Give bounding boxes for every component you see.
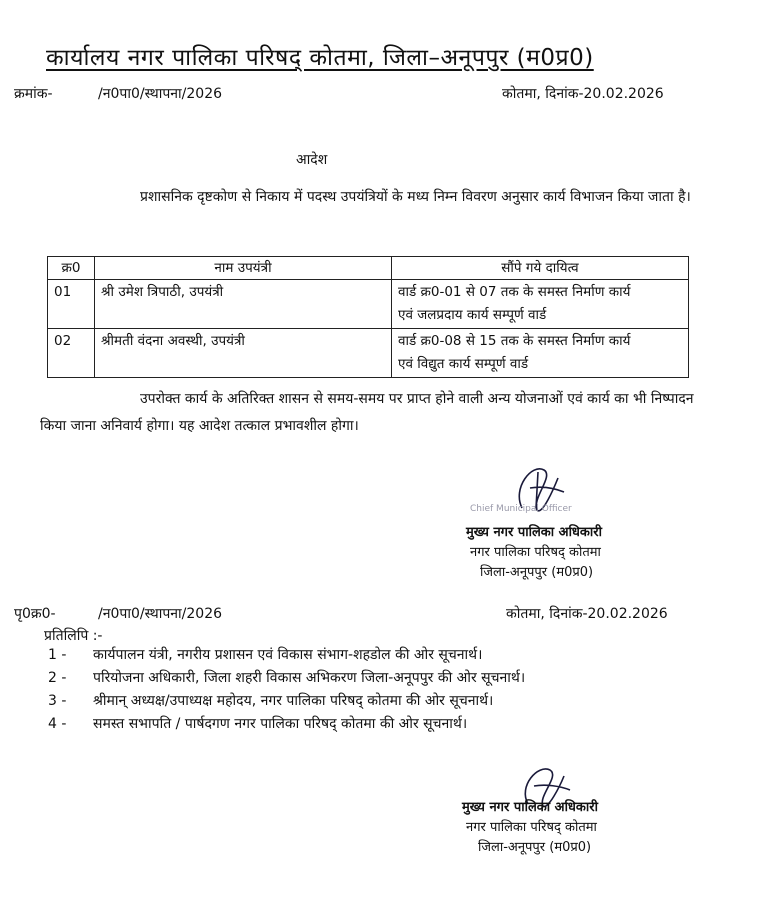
- endorsement-number: /न0पा0/स्थापना/2026: [98, 606, 223, 622]
- list-item: [48, 668, 525, 687]
- duty-line: एवं विद्युत कार्य सम्पूर्ण वार्ड: [398, 356, 529, 372]
- list-item: [48, 714, 467, 733]
- list-item: [48, 691, 493, 710]
- order-closing: [40, 386, 700, 440]
- header-name: नाम उपयंत्री: [95, 257, 392, 280]
- list-item-number: 3 -: [48, 693, 67, 709]
- signatory-designation: मुख्य नगर पालिका अधिकारी: [462, 800, 598, 815]
- signatory-office: नगर पालिका परिषद् कोतमा: [466, 820, 597, 835]
- order-intro: [40, 184, 700, 211]
- signatory-office: नगर पालिका परिषद् कोतमा: [470, 545, 601, 560]
- signatory-district: जिला-अनूपपुर (म0प्र0): [478, 840, 592, 855]
- row-serial: 02: [48, 329, 95, 378]
- order-title: आदेश: [296, 152, 328, 168]
- work-distribution-table: [47, 256, 689, 378]
- table-header-row: [48, 257, 689, 280]
- row-name: श्री उमेश त्रिपाठी, उपयंत्री: [95, 280, 392, 329]
- reference-label: क्रमांक-: [14, 86, 53, 102]
- table-row: [48, 280, 689, 329]
- header-duties: सौंपे गये दायित्व: [392, 257, 689, 280]
- signatory-designation: मुख्य नगर पालिका अधिकारी: [466, 525, 602, 540]
- official-stamp: Chief Municipal Officer: [470, 504, 572, 514]
- list-item-text: कार्यपालन यंत्री, नगरीय प्रशासन एवं विकास संभाग-शहडोल की ओर सूचनार्थ।: [93, 647, 483, 663]
- list-item-text: श्रीमान् अध्यक्ष/उपाध्यक्ष महोदय, नगर पालिका परिषद् कोतमा की ओर सूचनार्थ।: [93, 693, 494, 709]
- list-item-number: 1 -: [48, 647, 67, 663]
- endorsement-label: पृ0क्र0-: [14, 606, 56, 622]
- row-duties: [392, 329, 689, 378]
- place-date: कोतमा, दिनांक-20.02.2026: [502, 86, 664, 102]
- row-duties: [392, 280, 689, 329]
- list-item-number: 4 -: [48, 716, 67, 732]
- table-row: [48, 329, 689, 378]
- list-item-number: 2 -: [48, 670, 67, 686]
- header-serial: क्र0: [48, 257, 95, 280]
- row-serial: 01: [48, 280, 95, 329]
- signatory-district: जिला-अनूपपुर (म0प्र0): [480, 565, 594, 580]
- duty-line: वार्ड क्र0-01 से 07 तक के समस्त निर्माण कार्य: [398, 284, 631, 300]
- list-item-text: समस्त सभापति / पार्षदगण नगर पालिका परिषद् कोतमा की ओर सूचनार्थ।: [93, 716, 468, 732]
- office-heading: कार्यालय नगर पालिका परिषद् कोतमा, जिला–अनूपपुर (म0प्र0): [46, 45, 594, 71]
- list-item: [48, 645, 482, 664]
- order-intro-text: प्रशासनिक दृष्टकोण से निकाय में पदस्थ उपयंत्रियों के मध्य निम्न विवरण अनुसार कार्य विभाजन किया जाता है।: [140, 189, 691, 205]
- duty-line: एवं जलप्रदाय कार्य सम्पूर्ण वार्ड: [398, 307, 547, 323]
- reference-number: /न0पा0/स्थापना/2026: [98, 86, 223, 102]
- list-item-text: परियोजना अधिकारी, जिला शहरी विकास अभिकरण जिला-अनूपपुर की ओर सूचनार्थ।: [93, 670, 526, 686]
- duty-line: वार्ड क्र0-08 से 15 तक के समस्त निर्माण कार्य: [398, 333, 631, 349]
- row-name: श्रीमती वंदना अवस्थी, उपयंत्री: [95, 329, 392, 378]
- endorsement-place-date: कोतमा, दिनांक-20.02.2026: [506, 606, 668, 622]
- copy-to-label: प्रतिलिपि :-: [44, 628, 103, 644]
- order-closing-text: उपरोक्त कार्य के अतिरिक्त शासन से समय-समय पर प्राप्त होने वाली अन्य योजनाओं एवं कार्य का भी निष्पादन किया जाना अनिवार्य होगा। यह आदेश तत्काल प्रभावशील होगा।: [40, 391, 694, 434]
